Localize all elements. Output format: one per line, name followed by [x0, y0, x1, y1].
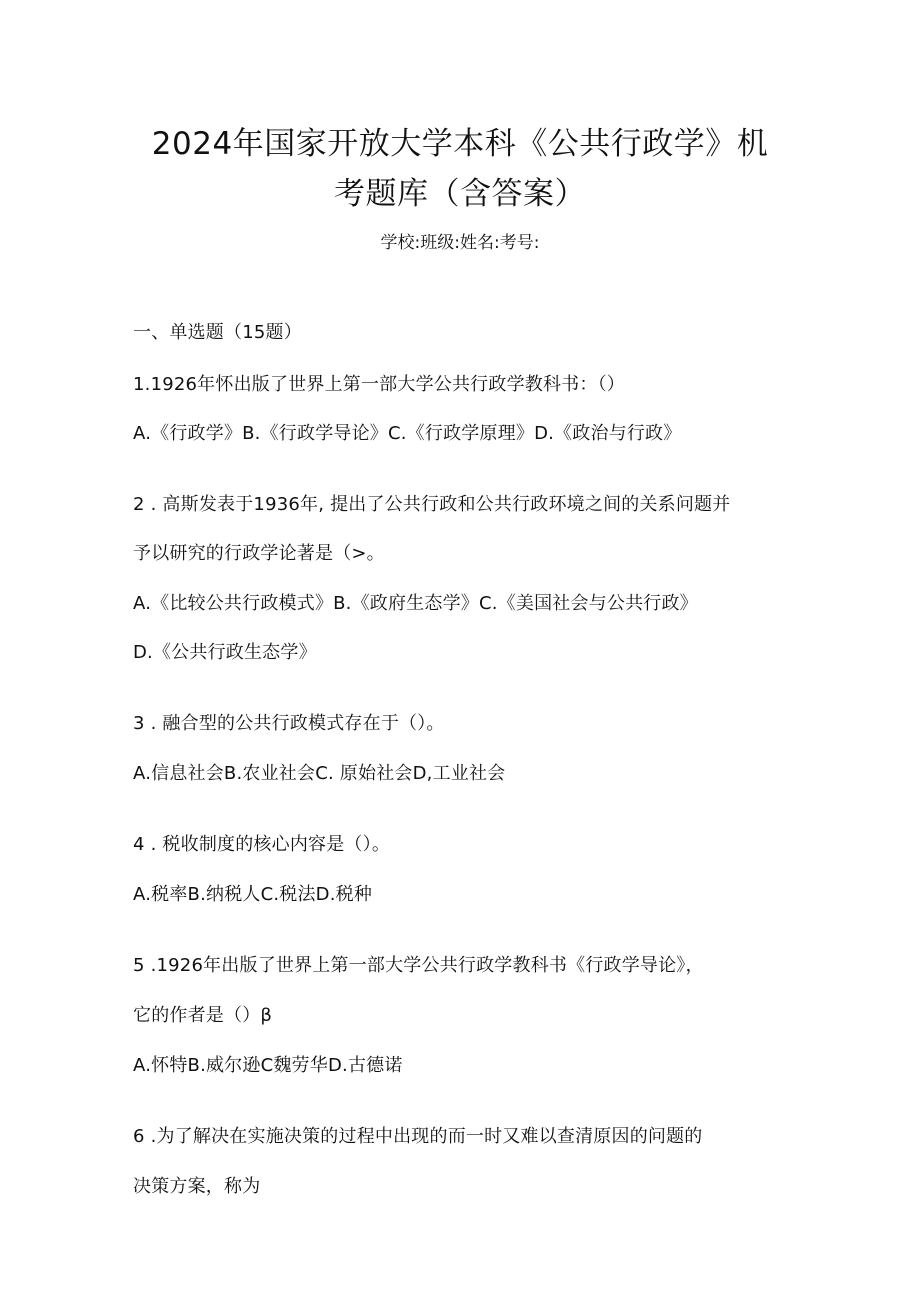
question-3-options: A.信息社会B.农业社会C. 原始社会D,工业社会	[133, 763, 506, 784]
question-6-stem-line-1: 6 .为了解决在实施决策的过程中出现的而一时又难以查清原因的问题的	[133, 1126, 703, 1147]
question-3-stem: 3 . 融合型的公共行政模式存在于（）。	[133, 713, 445, 734]
section-heading: 一、单选题（15题）	[133, 322, 302, 343]
question-4-stem: 4 . 税收制度的核心内容是（）。	[133, 834, 391, 855]
student-info-line: 学校:班级:姓名:考号:	[380, 233, 540, 253]
question-2-options-line-1: A.《比较公共行政模式》B.《政府生态学》C.《美国社会与公共行政》	[133, 593, 698, 614]
question-2-stem-line-2: 予以研究的行政学论著是（>。	[133, 543, 385, 564]
question-5-options: A.怀特B.威尔逊C魏劳华D.古德诺	[133, 1055, 403, 1076]
question-5-stem-line-1: 5 .1926年出版了世界上第一部大学公共行政学教科书《行政学导论》，	[133, 955, 704, 976]
document-title-line-1: 2024年国家开放大学本科《公共行政学》机	[151, 126, 769, 162]
question-1-options: A.《行政学》B.《行政学导论》C.《行政学原理》D.《政治与行政》	[133, 423, 682, 444]
question-1-stem: 1.1926年怀出版了世界上第一部大学公共行政学教科书：（）	[133, 374, 625, 395]
document-title-line-2: 考题库（含答案）	[334, 176, 586, 212]
question-2-stem-line-1: 2 . 高斯发表于1936年, 提出了公共行政和公共行政环境之间的关系问题并	[133, 494, 731, 515]
question-6-stem-line-2: 决策方案，称为	[133, 1176, 261, 1197]
question-5-stem-line-2: 它的作者是（）β	[133, 1005, 273, 1026]
question-4-options: A.税率B.纳税人C.税法D.税种	[133, 884, 373, 905]
question-2-options-line-2: D.《公共行政生态学》	[133, 642, 317, 663]
